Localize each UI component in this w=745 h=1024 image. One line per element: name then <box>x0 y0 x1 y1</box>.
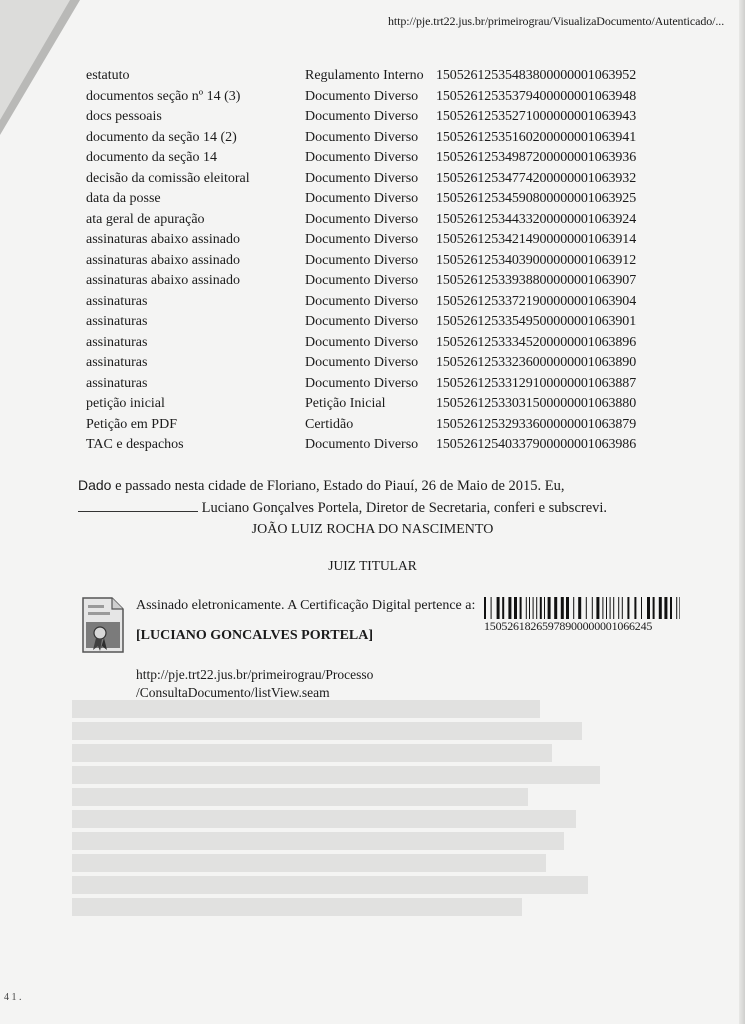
document-name: estatuto <box>86 68 130 84</box>
barcode-bar <box>634 597 636 619</box>
document-row <box>86 128 636 149</box>
barcode-bar <box>533 597 534 619</box>
barcode-bar <box>586 597 587 619</box>
document-id: 15052612534214900000001063914 <box>436 232 637 248</box>
barcode-bar <box>618 597 619 619</box>
document-id: 15052612534590800000001063925 <box>436 191 637 207</box>
barcode-bar <box>664 597 667 619</box>
document-name: assinaturas abaixo assinado <box>86 273 240 289</box>
consultation-url-line-2[interactable]: /ConsultaDocumento/listView.seam <box>136 685 330 700</box>
document-name: documento da seção 14 <box>86 150 218 166</box>
document-type: Certidão <box>305 416 354 432</box>
document-row <box>86 394 636 415</box>
document-type: Documento Diverso <box>305 252 419 268</box>
barcode-bar <box>627 597 629 619</box>
document-type: Documento Diverso <box>305 293 419 309</box>
document-row <box>86 435 636 456</box>
document-type: Petição Inicial <box>305 396 386 412</box>
document-id: 15052612534433200000001063924 <box>436 211 637 227</box>
document-name: assinaturas <box>86 334 148 350</box>
document-row <box>86 87 636 108</box>
barcode-bar <box>679 597 680 619</box>
document-row <box>86 148 636 169</box>
document-row <box>86 312 636 333</box>
barcode-bar <box>610 597 611 619</box>
document-row <box>86 107 636 128</box>
barcode-bar <box>676 597 677 619</box>
folded-corner-shade <box>0 0 70 120</box>
closing-line-1: e passado nesta cidade de Floriano, Estado do Piauí, 26 de Maio de 2015. Eu, <box>111 478 565 494</box>
signature-line <box>78 511 198 512</box>
barcode-bar <box>647 597 650 619</box>
barcode-bar <box>491 597 492 619</box>
barcode-number: 15052618265978900000001066245 <box>484 619 653 633</box>
document-id: 15052612533938800000001063907 <box>436 273 637 289</box>
document-id: 15052612533345200000001063896 <box>436 334 637 350</box>
barcode-bar <box>508 597 511 619</box>
document-row <box>86 169 636 190</box>
barcode-bar <box>573 597 574 619</box>
document-row <box>86 374 636 395</box>
document-name: assinaturas abaixo assinado <box>86 232 240 248</box>
barcode-bar <box>578 597 581 619</box>
document-name: documentos seção nº 14 (3) <box>86 88 241 104</box>
document-id: 15052612534774200000001063932 <box>436 170 637 186</box>
document-name: petição inicial <box>86 396 165 412</box>
barcode-bar <box>653 597 655 619</box>
document-type: Documento Diverso <box>305 375 419 391</box>
document-id: 15052612532933600000001063879 <box>436 416 637 432</box>
page-mark: 4 1 . <box>4 992 22 1003</box>
document-id: 15052612535379400000001063948 <box>436 88 637 104</box>
document-row <box>86 230 636 251</box>
document-type: Documento Diverso <box>305 232 419 248</box>
document-row <box>86 251 636 272</box>
document-id: 15052612533129100000001063887 <box>436 375 637 391</box>
barcode-bar <box>566 597 569 619</box>
barcode-bar <box>561 597 564 619</box>
document-name: assinaturas <box>86 314 148 330</box>
document-name: assinaturas <box>86 375 148 391</box>
document-name: documento da seção 14 (2) <box>86 129 237 145</box>
consultation-url-line-1[interactable]: http://pje.trt22.jus.br/primeirograu/Processo <box>136 667 374 682</box>
document-row <box>86 353 636 374</box>
document-type: Documento Diverso <box>305 191 419 207</box>
document-row <box>86 66 636 87</box>
barcode-bar <box>520 597 522 619</box>
document-name: docs pessoais <box>86 109 162 125</box>
document-type: Documento Diverso <box>305 129 419 145</box>
document-name: assinaturas <box>86 293 148 309</box>
document-row <box>86 189 636 210</box>
barcode-bar <box>670 597 672 619</box>
document-row <box>86 333 636 354</box>
document-id: 15052612533721900000001063904 <box>436 293 637 309</box>
closing-statement <box>78 474 640 519</box>
document-row <box>86 271 636 292</box>
digital-certificate-icon <box>80 596 126 654</box>
document-name: decisão da comissão eleitoral <box>86 170 250 186</box>
barcode-bar <box>622 597 623 619</box>
barcode-bar <box>540 597 542 619</box>
document-type: Documento Diverso <box>305 355 419 371</box>
document-type: Documento Diverso <box>305 334 419 350</box>
document-type: Documento Diverso <box>305 273 419 289</box>
barcode-bar <box>659 597 662 619</box>
barcode-bar <box>526 597 527 619</box>
barcode-bar <box>529 597 530 619</box>
barcode-bar <box>514 597 517 619</box>
document-id: 15052612535271000000001063943 <box>436 109 637 125</box>
document-row <box>86 292 636 313</box>
document-id: 15052612533031500000001063880 <box>436 396 637 412</box>
judge-title: JUIZ TITULAR <box>328 558 417 573</box>
certification-signer: [LUCIANO GONCALVES PORTELA] <box>136 628 374 643</box>
barcode-bar <box>606 597 607 619</box>
barcode-bar <box>554 597 557 619</box>
header-url: http://pje.trt22.jus.br/primeirograu/VisualizaDocumento/Autenticado/... <box>388 14 725 28</box>
barcode-bar <box>502 597 504 619</box>
document-type: Regulamento Interno <box>305 68 424 84</box>
document-id: 15052612534987200000001063936 <box>436 150 637 166</box>
barcode-bar <box>536 597 537 619</box>
document-type: Documento Diverso <box>305 150 419 166</box>
document-name: assinaturas abaixo assinado <box>86 252 240 268</box>
barcode-bar <box>548 597 551 619</box>
page-edge <box>739 0 745 1024</box>
document-name: Petição em PDF <box>86 416 177 432</box>
document-type: Documento Diverso <box>305 211 419 227</box>
closing-lead: Dado <box>78 477 112 493</box>
barcode-bar <box>641 597 642 619</box>
consultation-url[interactable] <box>136 666 416 702</box>
barcode-bar <box>613 597 614 619</box>
document-name: ata geral de apuração <box>86 211 205 227</box>
barcode-bar <box>596 597 599 619</box>
document-barcode <box>484 597 680 619</box>
barcode-bar <box>497 597 500 619</box>
barcode-bar <box>544 597 545 619</box>
document-id: 15052612535160200000001063941 <box>436 129 637 145</box>
document-name: data da posse <box>86 191 161 207</box>
barcode-bar <box>592 597 593 619</box>
document-row <box>86 415 636 436</box>
document-type: Documento Diverso <box>305 88 419 104</box>
document-name: TAC e despachos <box>86 437 184 453</box>
closing-line-2: Luciano Gonçalves Portela, Diretor de Secretaria, conferi e subscrevi. <box>198 500 608 516</box>
document-type: Documento Diverso <box>305 437 419 453</box>
document-row <box>86 210 636 231</box>
barcode-bar <box>484 597 486 619</box>
bleed-through-text <box>72 700 672 940</box>
document-type: Documento Diverso <box>305 109 419 125</box>
document-name: assinaturas <box>86 355 148 371</box>
document-id: 15052612534039000000001063912 <box>436 252 637 268</box>
judge-name: JOÃO LUIZ ROCHA DO NASCIMENTO <box>251 522 494 537</box>
document-id: 15052612533236000000001063890 <box>436 355 637 371</box>
document-type: Documento Diverso <box>305 170 419 186</box>
document-id: 15052612533549500000001063901 <box>436 314 637 330</box>
document-type: Documento Diverso <box>305 314 419 330</box>
certification-text: Assinado eletronicamente. A Certificação Digital pertence a: <box>136 598 476 613</box>
document-id: 15052612540337900000001063986 <box>436 437 637 453</box>
barcode-bar <box>602 597 603 619</box>
document-id: 15052612535483800000001063952 <box>436 68 637 84</box>
documents-table <box>86 66 636 456</box>
